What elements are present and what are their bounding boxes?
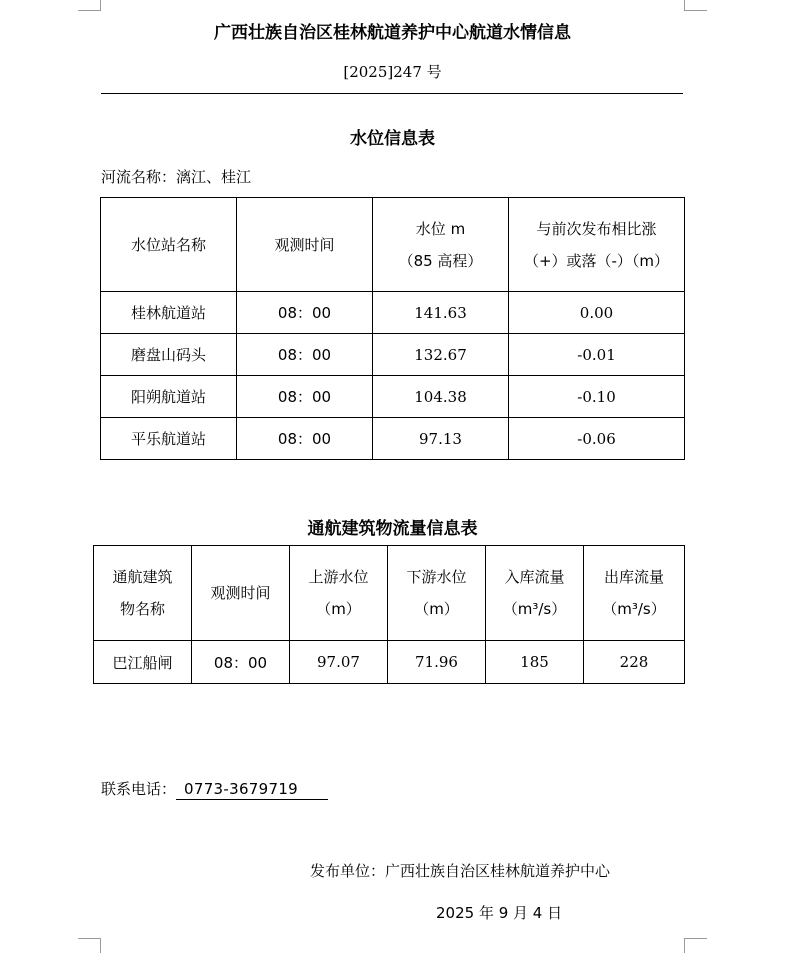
- level-cell: 132.67: [373, 334, 509, 376]
- document-number: [2025]247 号: [343, 63, 442, 81]
- downstream-cell: 71.96: [388, 641, 486, 684]
- station-cell: 桂林航道站: [101, 292, 237, 334]
- header-outflow-line1: 出库流量: [603, 568, 664, 586]
- table-header-row: [94, 546, 685, 641]
- header-inflow-line2: （m³/s）: [502, 600, 567, 618]
- inflow-cell: 185: [486, 641, 584, 684]
- station-cell: 磨盘山码头: [101, 334, 237, 376]
- table-row: [101, 292, 685, 334]
- table-row: [101, 418, 685, 460]
- phone-number: 0773-3679719: [176, 780, 328, 800]
- header-divider: [101, 93, 683, 94]
- header-outflow-line2: （m³/s）: [602, 600, 666, 618]
- header-change: [509, 198, 685, 292]
- header-structure-name-line2: 物名称: [119, 600, 165, 618]
- contact-line: [101, 778, 328, 800]
- header-level: [373, 198, 509, 292]
- page-corner-mark: [684, 0, 707, 11]
- outflow-cell: 228: [584, 641, 685, 684]
- header-downstream-line2: （m）: [414, 600, 459, 618]
- change-cell: 0.00: [509, 292, 685, 334]
- change-cell: -0.06: [509, 418, 685, 460]
- header-downstream: [388, 546, 486, 641]
- publisher: 发布单位：广西壮族自治区桂林航道养护中心: [310, 862, 611, 880]
- station-cell: 平乐航道站: [101, 418, 237, 460]
- header-inflow-line1: 入库流量: [504, 568, 565, 586]
- time-cell: 08：00: [237, 376, 373, 418]
- flow-table: [93, 545, 685, 684]
- table-row: [94, 641, 685, 684]
- change-cell: -0.01: [509, 334, 685, 376]
- flow-section-title: 通航建筑物流量信息表: [307, 519, 478, 539]
- header-time: 观测时间: [192, 546, 290, 641]
- header-outflow: [584, 546, 685, 641]
- header-downstream-line1: 下游水位: [406, 568, 467, 586]
- time-cell: 08：00: [237, 292, 373, 334]
- time-cell: 08：00: [237, 334, 373, 376]
- contact-label: 联系电话：: [101, 780, 177, 798]
- change-cell: -0.10: [509, 376, 685, 418]
- publish-date: 2025 年 9 月 4 日: [436, 904, 563, 922]
- header-structure-name: [94, 546, 192, 641]
- document-title: 广西壮族自治区桂林航道养护中心航道水情信息: [214, 23, 571, 43]
- river-name-line: [101, 166, 251, 187]
- table-row: [101, 334, 685, 376]
- header-change-line2: （+）或落（-）（m）: [523, 251, 670, 270]
- header-inflow: [486, 546, 584, 641]
- level-cell: 97.13: [373, 418, 509, 460]
- table-row: [101, 376, 685, 418]
- header-structure-name-line1: 通航建筑: [112, 568, 173, 586]
- header-station: 水位站名称: [101, 198, 237, 292]
- water-level-section-title: 水位信息表: [350, 129, 435, 149]
- river-label: 河流名称：: [101, 168, 177, 186]
- level-cell: 104.38: [373, 376, 509, 418]
- header-upstream: [290, 546, 388, 641]
- header-upstream-line1: 上游水位: [308, 568, 369, 586]
- upstream-cell: 97.07: [290, 641, 388, 684]
- river-names: 漓江、桂江: [176, 168, 252, 186]
- water-level-table: [100, 197, 685, 460]
- header-time: 观测时间: [237, 198, 373, 292]
- page-corner-mark: [78, 0, 101, 11]
- time-cell: 08：00: [237, 418, 373, 460]
- table-header-row: [101, 198, 685, 292]
- page-corner-mark: [684, 938, 707, 953]
- header-change-line1: 与前次发布相比涨: [536, 219, 657, 238]
- header-upstream-line2: （m）: [316, 600, 361, 618]
- header-level-line1: 水位 m: [415, 219, 466, 238]
- header-level-line2: （85 高程）: [398, 251, 483, 270]
- time-cell: 08：00: [192, 641, 290, 684]
- structure-name-cell: 巴江船闸: [94, 641, 192, 684]
- page-corner-mark: [78, 938, 101, 953]
- station-cell: 阳朔航道站: [101, 376, 237, 418]
- level-cell: 141.63: [373, 292, 509, 334]
